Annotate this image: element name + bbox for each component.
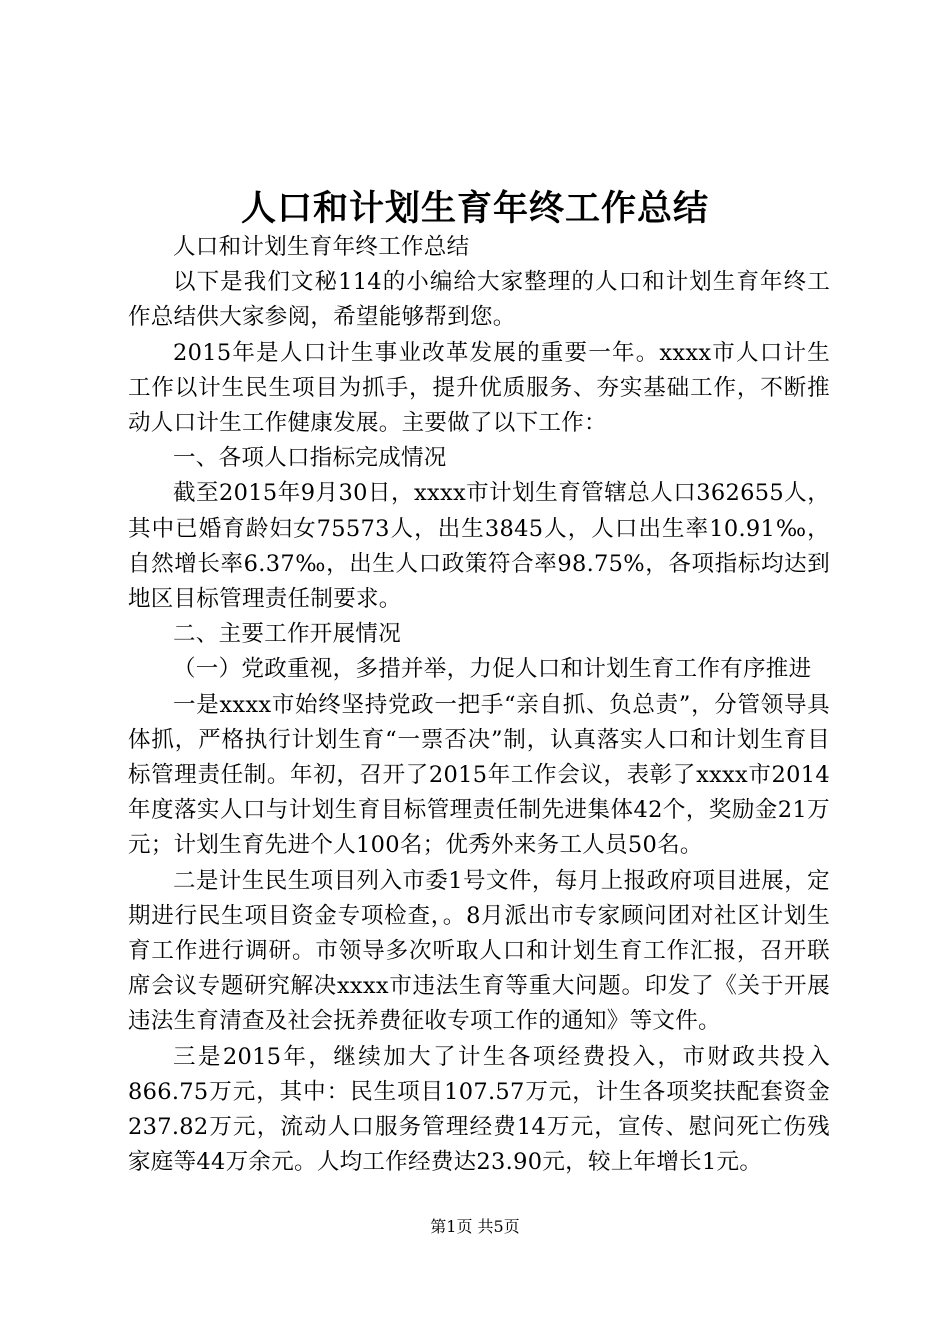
paragraph-indicators: 截至2015年9月30日，xxxx市计划生育管辖总人口362655人，其中已婚育龄妇女75573人，出生3845人，人口出生率10.91‰，自然增长率6.37‰，出生人口政策符合率98.75%，各项指标均达到地区目标管理责任制要求。 <box>128 480 830 613</box>
document-title: 人口和计划生育年终工作总结 <box>240 188 709 229</box>
document-body <box>128 230 830 1180</box>
paragraph-intro: 以下是我们文秘114的小编给大家整理的人口和计划生育年终工作总结供大家参阅，希望能够帮到您。 <box>128 269 830 331</box>
paragraph-point-1: 一是xxxx市始终坚持党政一把手“亲自抓、负总责”，分管领导具体抓，严格执行计划生育“一票否决”制，认真落实人口和计划生育目标管理责任制。年初，召开了2015年工作会议，表彰了xxxx市2014年度落实人口与计划生育目标管理责任制先进集体42个，奖励金21万元；计划生育先进个人100名；优秀外来务工人员50名。 <box>128 691 830 859</box>
section-heading-1: 一、各项人口指标完成情况 <box>173 445 447 472</box>
page-number: 第1页 共5页 <box>430 1217 520 1236</box>
paragraph-subtitle: 人口和计划生育年终工作总结 <box>173 234 470 260</box>
paragraph-point-3: 三是2015年，继续加大了计生各项经费投入，市财政共投入866.75万元，其中：民生项目107.57万元，计生各项奖扶配套资金237.82万元，流动人口服务管理经费14万元，宣传、慰问死亡伤残家庭等44万余元。人均工作经费达23.90元，较上年增长1元。 <box>128 1043 830 1176</box>
paragraph-overview: 2015年是人口计生事业改革发展的重要一年。xxxx市人口计生工作以计生民生项目为抓手，提升优质服务、夯实基础工作，不断推动人口计生工作健康发展。主要做了以下工作： <box>128 339 830 437</box>
section-heading-2: 二、主要工作开展情况 <box>173 621 402 648</box>
paragraph-point-2: 二是计生民生项目列入市委1号文件，每月上报政府项目进展，定期进行民生项目资金专项检查，。8月派出市专家顾问团对社区计划生育工作进行调研。市领导多次听取人口和计划生育工作汇报，召开联席会议专题研究解决xxxx市违法生育等重大问题。印发了《关于开展违法生育清查及社会抚养费征收专项工作的通知》等文件。 <box>128 867 830 1035</box>
subsection-heading-1: （一）党政重视，多措并举，力促人口和计划生育工作有序推进 <box>173 656 812 683</box>
